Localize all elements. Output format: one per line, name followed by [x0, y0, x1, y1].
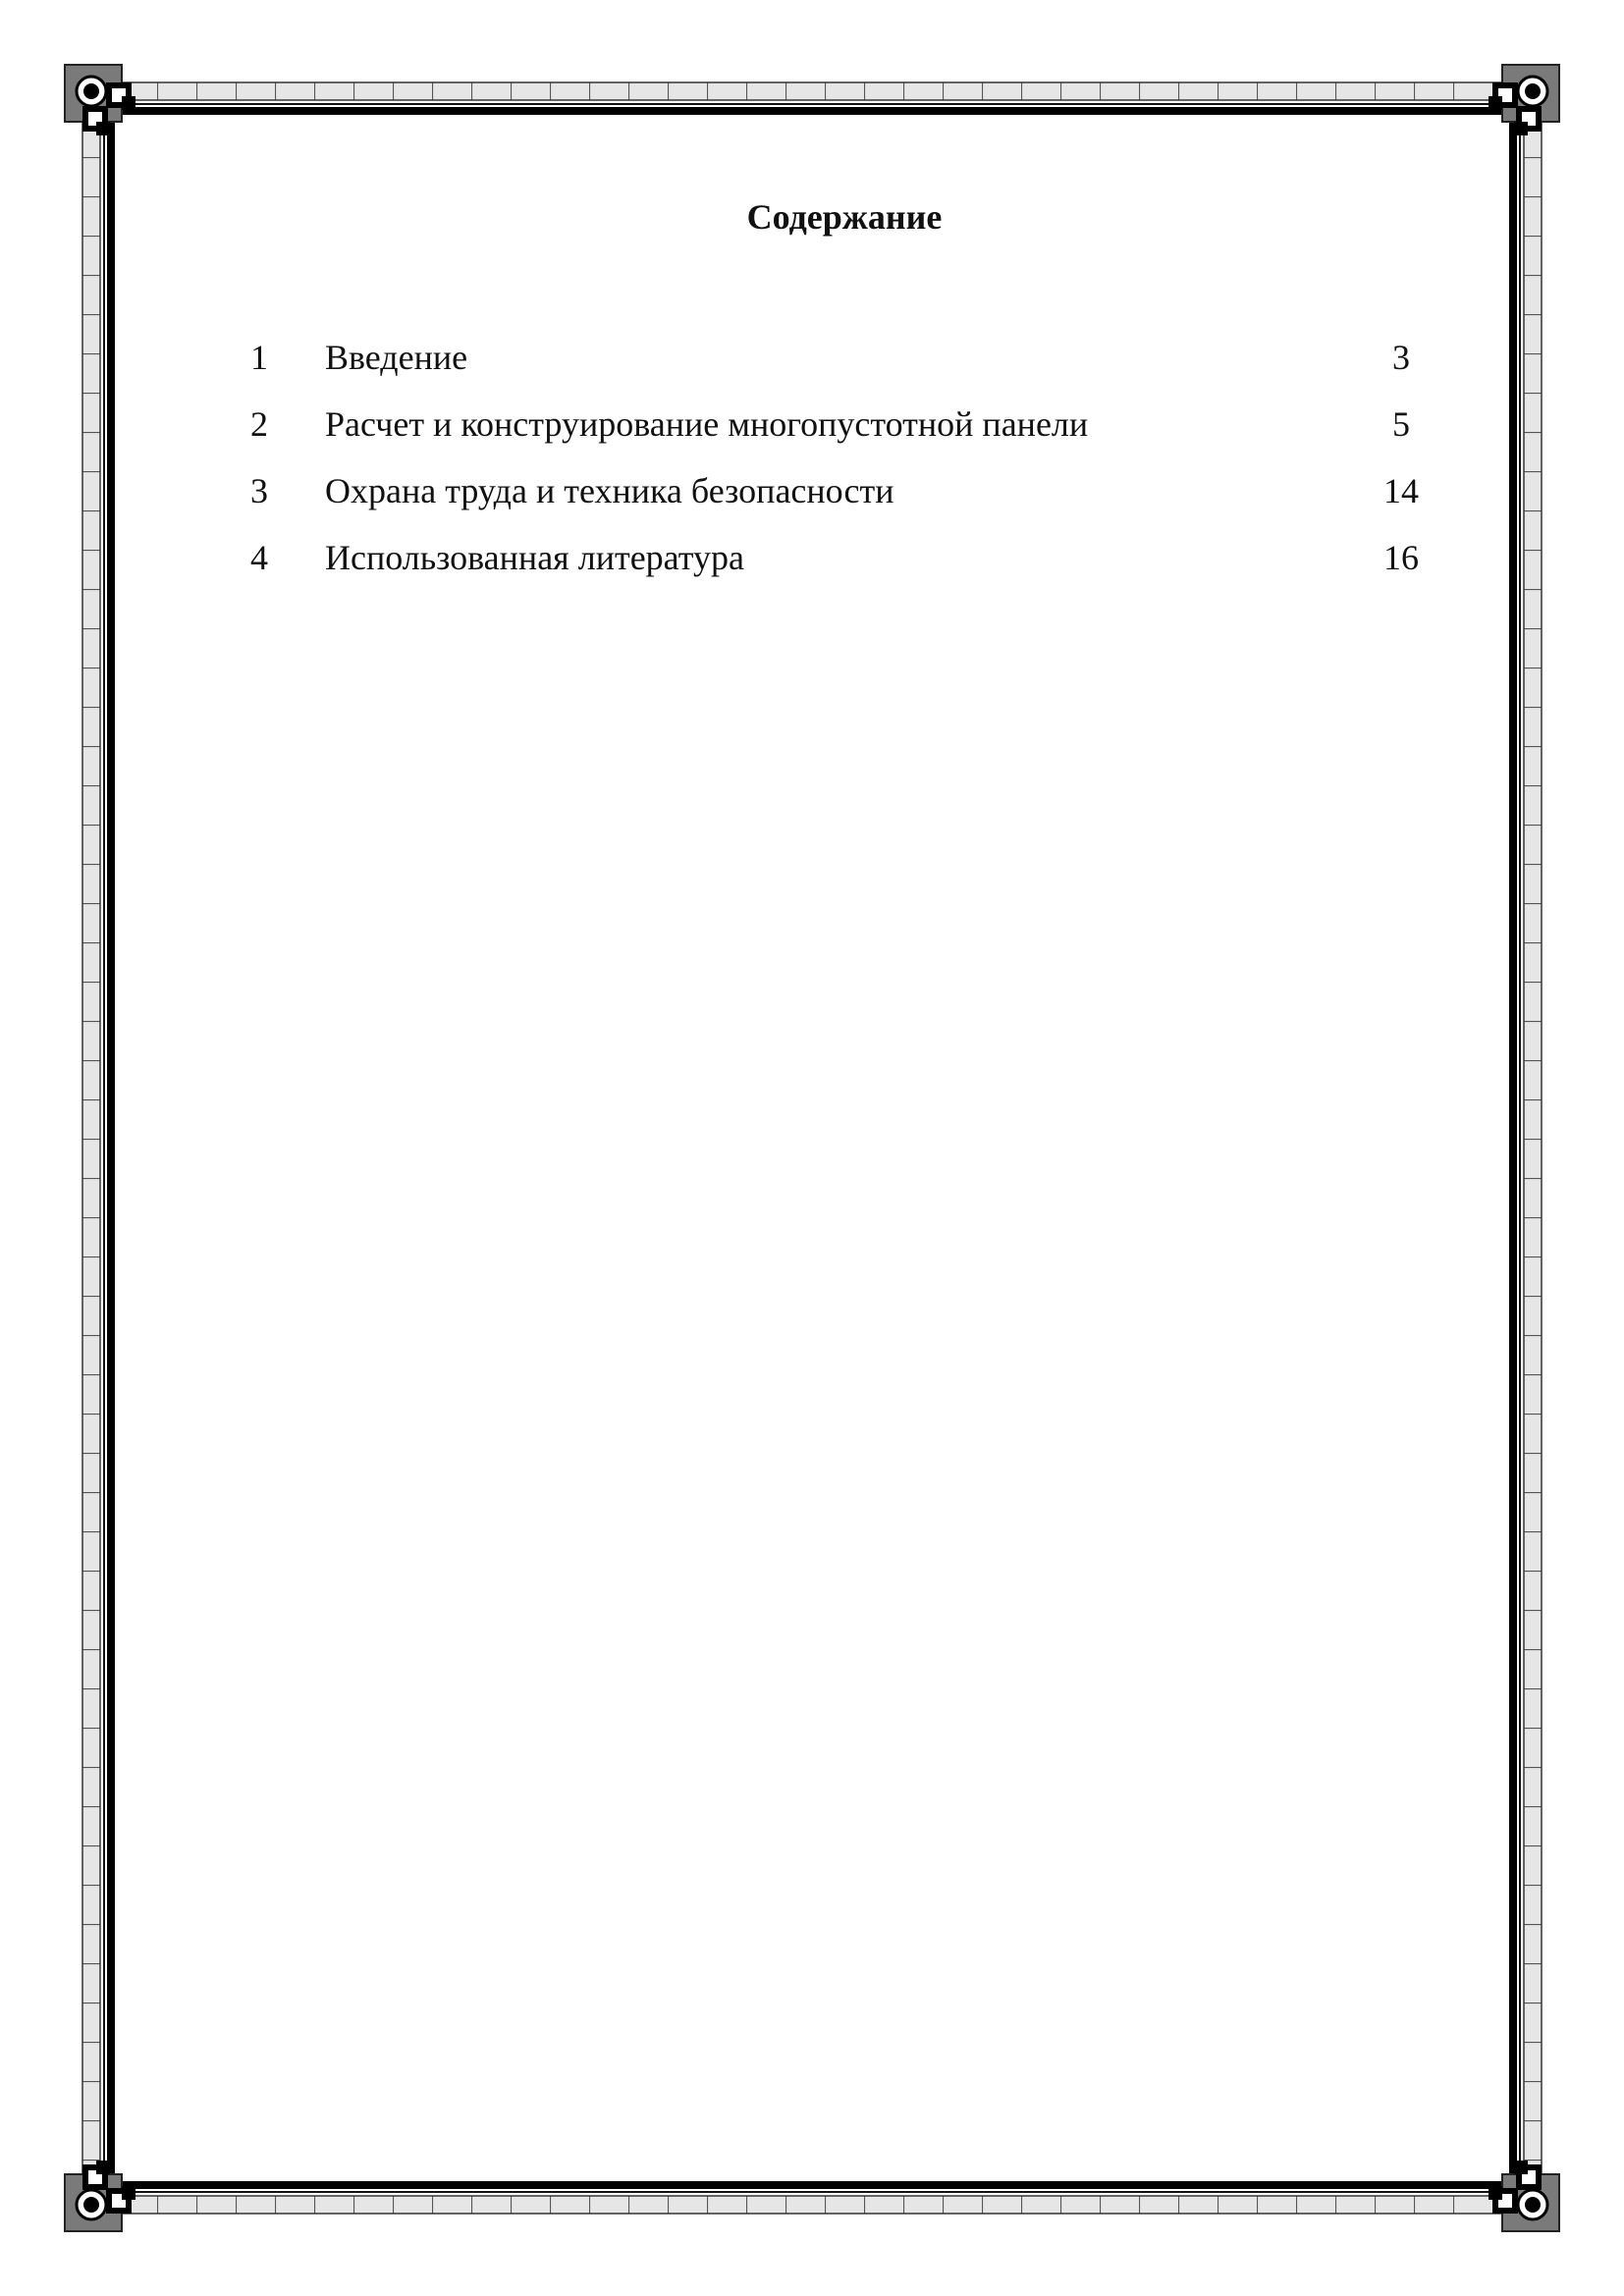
- toc-entry-title: Расчет и конструирование многопустотной панели: [325, 404, 1089, 444]
- corner-ornament-top-right: [1489, 65, 1559, 135]
- toc-entry-page: 3: [1392, 338, 1410, 377]
- table-of-contents: [250, 324, 1440, 591]
- corner-ornament-top-left: [65, 65, 135, 135]
- toc-entry: [250, 391, 1440, 457]
- toc-entry-number: 3: [250, 471, 268, 510]
- toc-entry-number: 4: [250, 538, 268, 577]
- toc-entry-page: 16: [1383, 538, 1419, 577]
- toc-entry-title: Использованная литература: [325, 538, 744, 577]
- toc-entry: [250, 457, 1440, 524]
- toc-entry-page: 5: [1392, 404, 1410, 444]
- toc-entry-page: 14: [1383, 471, 1419, 510]
- page-title: Содержание: [746, 197, 943, 237]
- toc-entry: [250, 524, 1440, 591]
- corner-ornament-bottom-right: [1489, 2161, 1559, 2231]
- corner-ornament-bottom-left: [65, 2161, 135, 2231]
- toc-entry-number: 1: [250, 338, 268, 377]
- toc-entry-number: 2: [250, 404, 268, 444]
- toc-entry: [250, 324, 1440, 391]
- toc-entry-title: Введение: [325, 338, 468, 377]
- toc-entry-title: Охрана труда и техника безопасности: [325, 471, 894, 510]
